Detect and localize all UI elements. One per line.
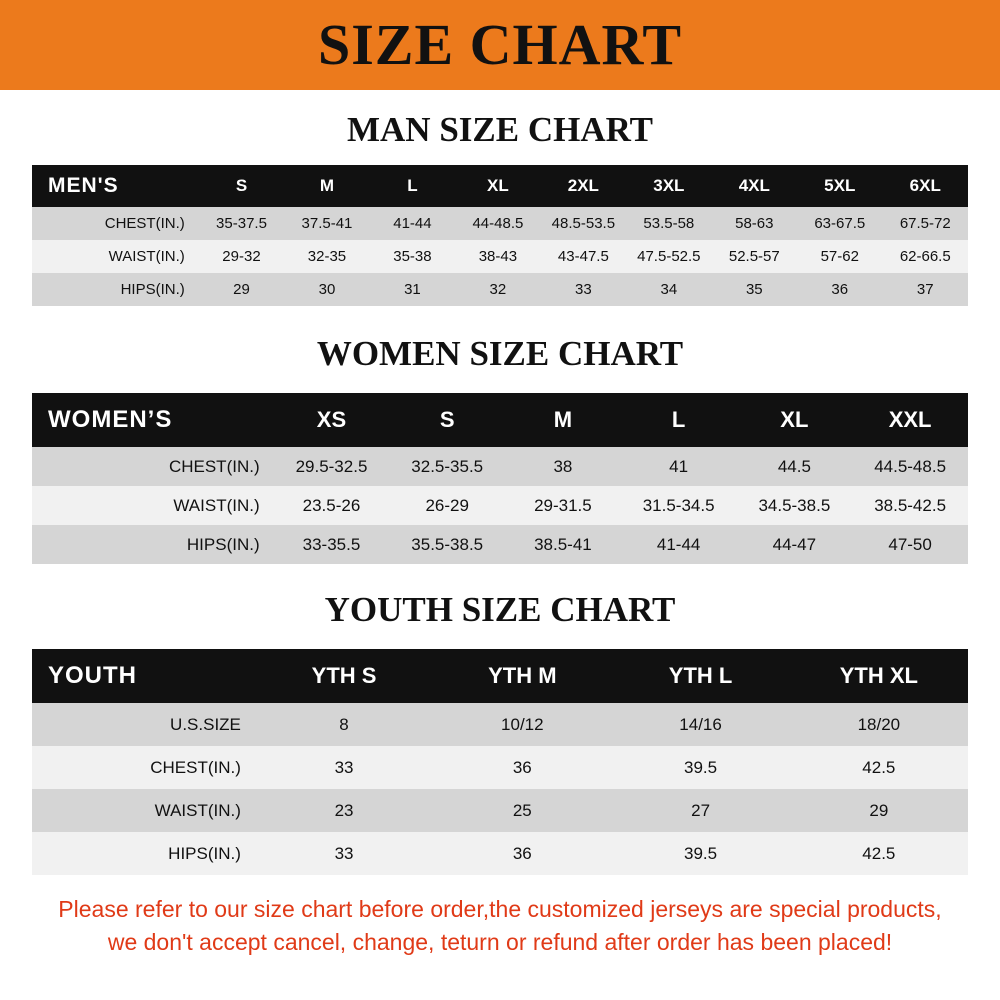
table-cell: 30 xyxy=(284,273,369,306)
table-cell: 26-29 xyxy=(389,486,505,525)
table-row xyxy=(32,746,968,789)
table-header-row xyxy=(32,649,968,703)
table-cell: 53.5-58 xyxy=(626,207,711,240)
column-header: 6XL xyxy=(883,165,969,207)
youth-section-title: YOUTH SIZE CHART xyxy=(324,590,676,629)
table-cell: 25 xyxy=(433,789,611,832)
table-cell: 34 xyxy=(626,273,711,306)
table-cell: 29-31.5 xyxy=(505,486,621,525)
table-cell: 36 xyxy=(433,832,611,875)
table-cell: 29-32 xyxy=(199,240,284,273)
man-table-wrap xyxy=(0,165,1000,306)
table-cell: 36 xyxy=(797,273,882,306)
table-cell: 33 xyxy=(255,746,433,789)
table-cell: 62-66.5 xyxy=(883,240,969,273)
table-cell: 37 xyxy=(883,273,969,306)
youth-table-wrap xyxy=(0,649,1000,875)
column-header: 3XL xyxy=(626,165,711,207)
table-row xyxy=(32,240,968,273)
table-cell: 41-44 xyxy=(621,525,737,564)
column-header: YTH S xyxy=(255,649,433,703)
table-header-row xyxy=(32,393,968,447)
youth-size-table xyxy=(32,649,968,875)
women-table-head xyxy=(32,393,968,447)
table-cell: 42.5 xyxy=(790,746,968,789)
row-label: HIPS(IN.) xyxy=(32,832,255,875)
column-header: XS xyxy=(274,393,390,447)
column-header: XL xyxy=(737,393,853,447)
row-label: WAIST(IN.) xyxy=(32,240,199,273)
column-header: S xyxy=(199,165,284,207)
table-cell: 35 xyxy=(712,273,797,306)
table-cell: 32.5-35.5 xyxy=(389,447,505,486)
table-cell: 29.5-32.5 xyxy=(274,447,390,486)
column-header: S xyxy=(389,393,505,447)
table-cell: 41-44 xyxy=(370,207,455,240)
table-cell: 35-38 xyxy=(370,240,455,273)
table-cell: 27 xyxy=(611,789,789,832)
table-cell: 52.5-57 xyxy=(712,240,797,273)
row-label: WAIST(IN.) xyxy=(32,486,274,525)
column-header: L xyxy=(370,165,455,207)
row-label: HIPS(IN.) xyxy=(32,273,199,306)
table-row xyxy=(32,703,968,746)
table-corner-label: WOMEN’S xyxy=(32,393,274,447)
table-cell: 35-37.5 xyxy=(199,207,284,240)
table-row xyxy=(32,832,968,875)
man-size-table xyxy=(32,165,968,306)
table-cell: 29 xyxy=(790,789,968,832)
table-cell: 43-47.5 xyxy=(541,240,626,273)
table-cell: 32 xyxy=(455,273,540,306)
return-policy-note xyxy=(0,875,1000,960)
table-corner-label: YOUTH xyxy=(32,649,255,703)
table-cell: 42.5 xyxy=(790,832,968,875)
table-cell: 23.5-26 xyxy=(274,486,390,525)
row-label: U.S.SIZE xyxy=(32,703,255,746)
table-cell: 38.5-42.5 xyxy=(852,486,968,525)
women-section-title: WOMEN SIZE CHART xyxy=(316,334,684,373)
table-cell: 31.5-34.5 xyxy=(621,486,737,525)
table-cell: 39.5 xyxy=(611,746,789,789)
table-cell: 38-43 xyxy=(455,240,540,273)
table-cell: 48.5-53.5 xyxy=(541,207,626,240)
table-cell: 44-47 xyxy=(737,525,853,564)
table-cell: 23 xyxy=(255,789,433,832)
table-cell: 67.5-72 xyxy=(883,207,969,240)
column-header: M xyxy=(284,165,369,207)
table-row xyxy=(32,447,968,486)
women-table-body xyxy=(32,447,968,564)
column-header: XL xyxy=(455,165,540,207)
youth-table-head xyxy=(32,649,968,703)
table-cell: 31 xyxy=(370,273,455,306)
row-label: WAIST(IN.) xyxy=(32,789,255,832)
column-header: 2XL xyxy=(541,165,626,207)
women-size-table xyxy=(32,393,968,564)
man-table-head xyxy=(32,165,968,207)
table-cell: 33-35.5 xyxy=(274,525,390,564)
header-banner xyxy=(0,0,1000,90)
table-corner-label: MEN'S xyxy=(32,165,199,207)
table-cell: 34.5-38.5 xyxy=(737,486,853,525)
note-line-2: we don't accept cancel, change, teturn or refund after order has been placed! xyxy=(107,929,893,956)
table-cell: 35.5-38.5 xyxy=(389,525,505,564)
table-cell: 44.5 xyxy=(737,447,853,486)
table-cell: 33 xyxy=(255,832,433,875)
column-header: 5XL xyxy=(797,165,882,207)
table-cell: 47.5-52.5 xyxy=(626,240,711,273)
women-table-wrap xyxy=(0,393,1000,564)
table-cell: 14/16 xyxy=(611,703,789,746)
column-header: YTH L xyxy=(611,649,789,703)
column-header: L xyxy=(621,393,737,447)
table-cell: 33 xyxy=(541,273,626,306)
table-cell: 58-63 xyxy=(712,207,797,240)
table-row xyxy=(32,486,968,525)
table-cell: 41 xyxy=(621,447,737,486)
table-cell: 8 xyxy=(255,703,433,746)
table-cell: 37.5-41 xyxy=(284,207,369,240)
row-label: CHEST(IN.) xyxy=(32,746,255,789)
table-cell: 38.5-41 xyxy=(505,525,621,564)
row-label: CHEST(IN.) xyxy=(32,447,274,486)
note-line-1: Please refer to our size chart before order,the customized jerseys are special products, xyxy=(58,896,942,922)
table-cell: 10/12 xyxy=(433,703,611,746)
table-cell: 32-35 xyxy=(284,240,369,273)
column-header: XXL xyxy=(852,393,968,447)
table-row xyxy=(32,273,968,306)
table-header-row xyxy=(32,165,968,207)
column-header: 4XL xyxy=(712,165,797,207)
table-cell: 44-48.5 xyxy=(455,207,540,240)
youth-table-body xyxy=(32,703,968,875)
row-label: HIPS(IN.) xyxy=(32,525,274,564)
table-cell: 57-62 xyxy=(797,240,882,273)
table-cell: 18/20 xyxy=(790,703,968,746)
column-header: YTH M xyxy=(433,649,611,703)
table-row xyxy=(32,789,968,832)
page-title: SIZE CHART xyxy=(317,12,683,77)
table-cell: 29 xyxy=(199,273,284,306)
table-row xyxy=(32,207,968,240)
table-cell: 47-50 xyxy=(852,525,968,564)
column-header: YTH XL xyxy=(790,649,968,703)
row-label: CHEST(IN.) xyxy=(32,207,199,240)
man-section-title: MAN SIZE CHART xyxy=(346,110,654,149)
table-cell: 38 xyxy=(505,447,621,486)
table-cell: 36 xyxy=(433,746,611,789)
table-row xyxy=(32,525,968,564)
table-cell: 39.5 xyxy=(611,832,789,875)
table-cell: 44.5-48.5 xyxy=(852,447,968,486)
table-cell: 63-67.5 xyxy=(797,207,882,240)
column-header: M xyxy=(505,393,621,447)
man-table-body xyxy=(32,207,968,306)
